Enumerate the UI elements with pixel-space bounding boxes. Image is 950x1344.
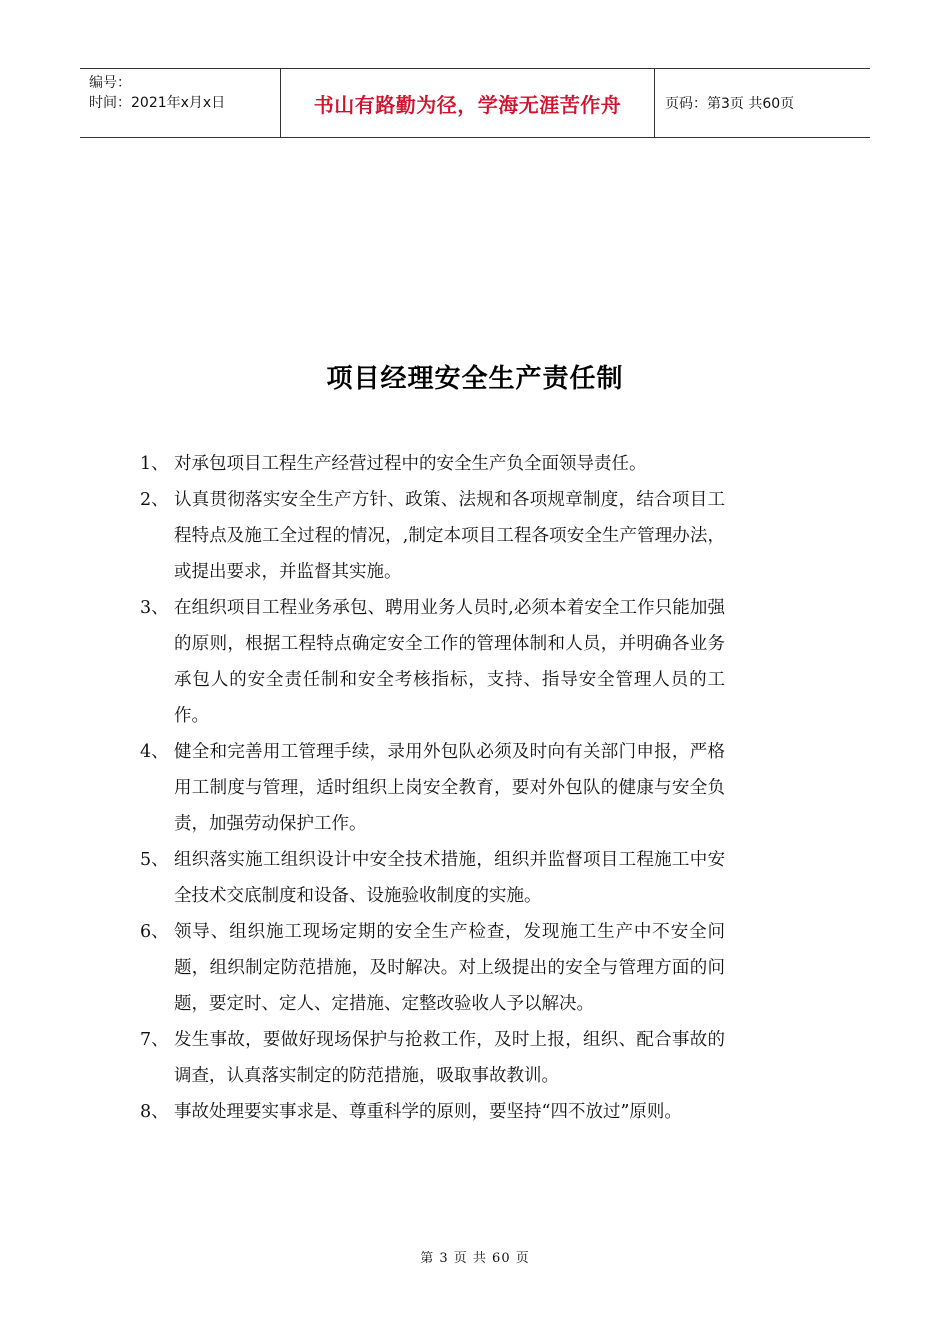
item-text: 健全和完善用工管理手续，录用外包队必须及时向有关部门申报，严格用工制度与管理，适时组织上岗安全教育，要对外包队的健康与安全负责，加强劳动保护工作。: [174, 742, 725, 834]
header-page-info: 页码：第3页 共60页: [665, 96, 795, 112]
item-number: 3、: [140, 598, 169, 618]
list-item: [140, 734, 725, 842]
list-item: [140, 482, 725, 590]
item-number: 8、: [140, 1102, 169, 1122]
document-title: 项目经理安全生产责任制: [326, 364, 624, 394]
item-text: 对承包项目工程生产经营过程中的安全生产负全面领导责任。: [174, 454, 647, 474]
date-label: 时间：2021年x月x日: [89, 95, 226, 111]
list-item: [140, 590, 725, 734]
document-body: [140, 446, 725, 1130]
item-text: 发生事故，要做好现场保护与抢救工作，及时上报，组织、配合事故的调查，认真落实制定的防范措施，吸取事故教训。: [174, 1030, 725, 1086]
document-header: [80, 68, 870, 138]
item-number: 7、: [140, 1030, 169, 1050]
item-text: 组织落实施工组织设计中安全技术措施，组织并监督项目工程施工中安全技术交底制度和设备、设施验收制度的实施。: [174, 850, 725, 906]
item-text: 认真贯彻落实安全生产方针、政策、法规和各项规章制度，结合项目工程特点及施工全过程的情况，,制定本项目工程各项安全生产管理办法，或提出要求，并监督其实施。: [174, 490, 725, 582]
list-item: [140, 1022, 725, 1094]
item-number: 2、: [140, 490, 169, 510]
page-footer: 第 3 页 共 60 页: [420, 1251, 530, 1266]
header-meta-cell: [80, 69, 281, 137]
list-item: [140, 446, 725, 482]
item-text: 领导、组织施工现场定期的安全生产检查，发现施工生产中不安全问题，组织制定防范措施，及时解决。对上级提出的安全与管理方面的问题，要定时、定人、定措施、定整改验收人予以解决。: [174, 922, 725, 1014]
code-label: 编号：: [89, 75, 131, 91]
list-item: [140, 842, 725, 914]
item-number: 4、: [140, 742, 169, 762]
item-text: 事故处理要实事求是、尊重科学的原则，要坚持“四不放过”原则。: [174, 1102, 682, 1122]
item-number: 6、: [140, 922, 169, 942]
list-item: [140, 1094, 725, 1130]
item-number: 5、: [140, 850, 169, 870]
item-number: 1、: [140, 454, 169, 474]
item-text: 在组织项目工程业务承包、聘用业务人员时,必须本着安全工作只能加强的原则，根据工程特点确定安全工作的管理体制和人员，并明确各业务承包人的安全责任制和安全考核指标，支持、指导安全管理人员的工作。: [174, 598, 725, 726]
list-item: [140, 914, 725, 1022]
header-motto: 书山有路勤为径，学海无涯苦作舟: [281, 69, 655, 137]
